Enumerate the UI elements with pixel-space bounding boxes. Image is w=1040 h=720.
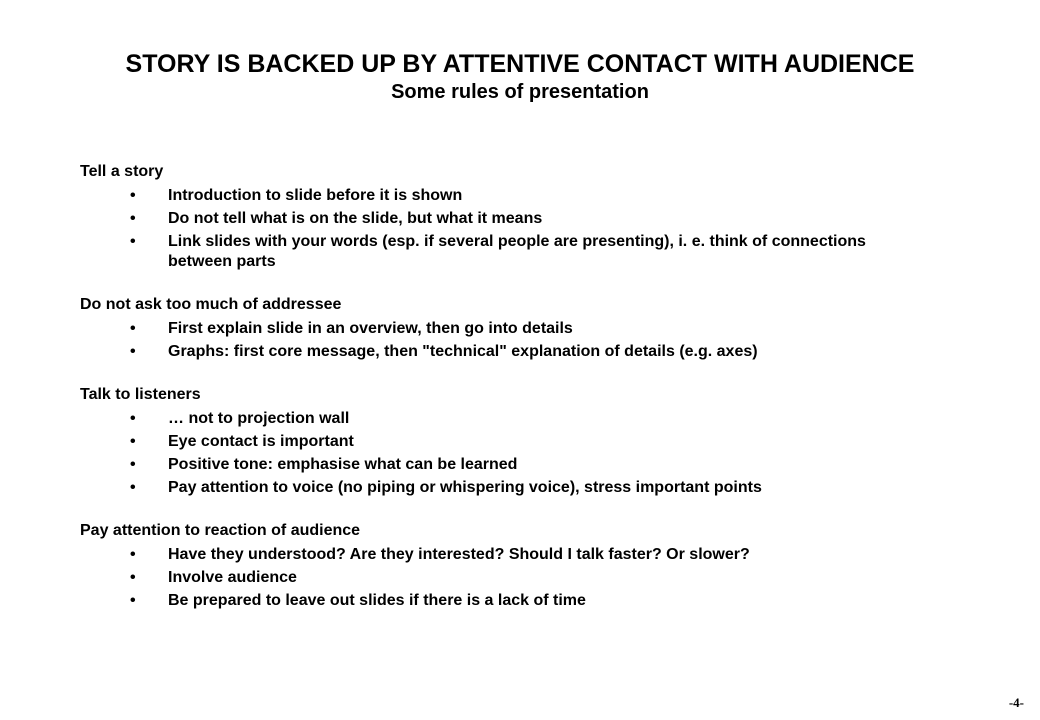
list-item bbox=[80, 209, 980, 229]
section-tell-a-story bbox=[80, 162, 980, 272]
slide-subtitle: Some rules of presentation bbox=[391, 81, 649, 103]
list-item-text: Be prepared to leave out slides if there is a lack of time bbox=[168, 592, 586, 609]
list-item bbox=[80, 455, 980, 475]
section-reaction-of-audience bbox=[80, 521, 980, 611]
slide-title: STORY IS BACKED UP BY ATTENTIVE CONTACT WITH AUDIENCE bbox=[125, 50, 915, 78]
list-item bbox=[80, 591, 980, 611]
section-talk-to-listeners bbox=[80, 385, 980, 498]
page-number: -4- bbox=[1008, 695, 1024, 710]
section-do-not-ask-too-much bbox=[80, 295, 980, 362]
list-item bbox=[80, 545, 980, 565]
list-item-text: Involve audience bbox=[168, 569, 297, 586]
section-heading: Pay attention to reaction of audience bbox=[80, 522, 361, 539]
bullet-icon: • bbox=[130, 546, 136, 563]
section-heading: Tell a story bbox=[80, 163, 164, 180]
list-item-text: … not to projection wall bbox=[168, 410, 350, 427]
list-item bbox=[80, 478, 980, 498]
list-item-text: Eye contact is important bbox=[168, 433, 354, 450]
list-item bbox=[80, 319, 980, 339]
list-item-text: Link slides with your words (esp. if several people are presenting), i. e. think of connections between parts bbox=[168, 233, 866, 270]
bullet-icon: • bbox=[130, 343, 136, 360]
bullet-icon: • bbox=[130, 592, 136, 609]
bullet-icon: • bbox=[130, 479, 136, 496]
bullet-icon: • bbox=[130, 410, 136, 427]
list-item bbox=[80, 232, 980, 272]
list-item bbox=[80, 409, 980, 429]
list-item-text: Do not tell what is on the slide, but what it means bbox=[168, 210, 543, 227]
list-item-text: Positive tone: emphasise what can be learned bbox=[168, 456, 518, 473]
list-item-text: Graphs: first core message, then "technical" explanation of details (e.g. axes) bbox=[168, 343, 758, 360]
bullet-icon: • bbox=[130, 210, 136, 227]
list-item-text: Pay attention to voice (no piping or whispering voice), stress important points bbox=[168, 479, 762, 496]
list-item bbox=[80, 432, 980, 452]
list-item-text: Have they understood? Are they interested? Should I talk faster? Or slower? bbox=[168, 546, 750, 563]
bullet-icon: • bbox=[130, 456, 136, 473]
list-item bbox=[80, 568, 980, 588]
list-item-text: First explain slide in an overview, then go into details bbox=[168, 320, 573, 337]
bullet-icon: • bbox=[130, 320, 136, 337]
list-item bbox=[80, 342, 980, 362]
list-item bbox=[80, 186, 980, 206]
bullet-icon: • bbox=[130, 569, 136, 586]
section-heading: Do not ask too much of addressee bbox=[80, 296, 342, 313]
section-heading: Talk to listeners bbox=[80, 386, 201, 403]
list-item-text: Introduction to slide before it is shown bbox=[168, 187, 463, 204]
bullet-icon: • bbox=[130, 433, 136, 450]
slide-content bbox=[80, 162, 980, 634]
bullet-icon: • bbox=[130, 233, 136, 250]
bullet-icon: • bbox=[130, 187, 136, 204]
